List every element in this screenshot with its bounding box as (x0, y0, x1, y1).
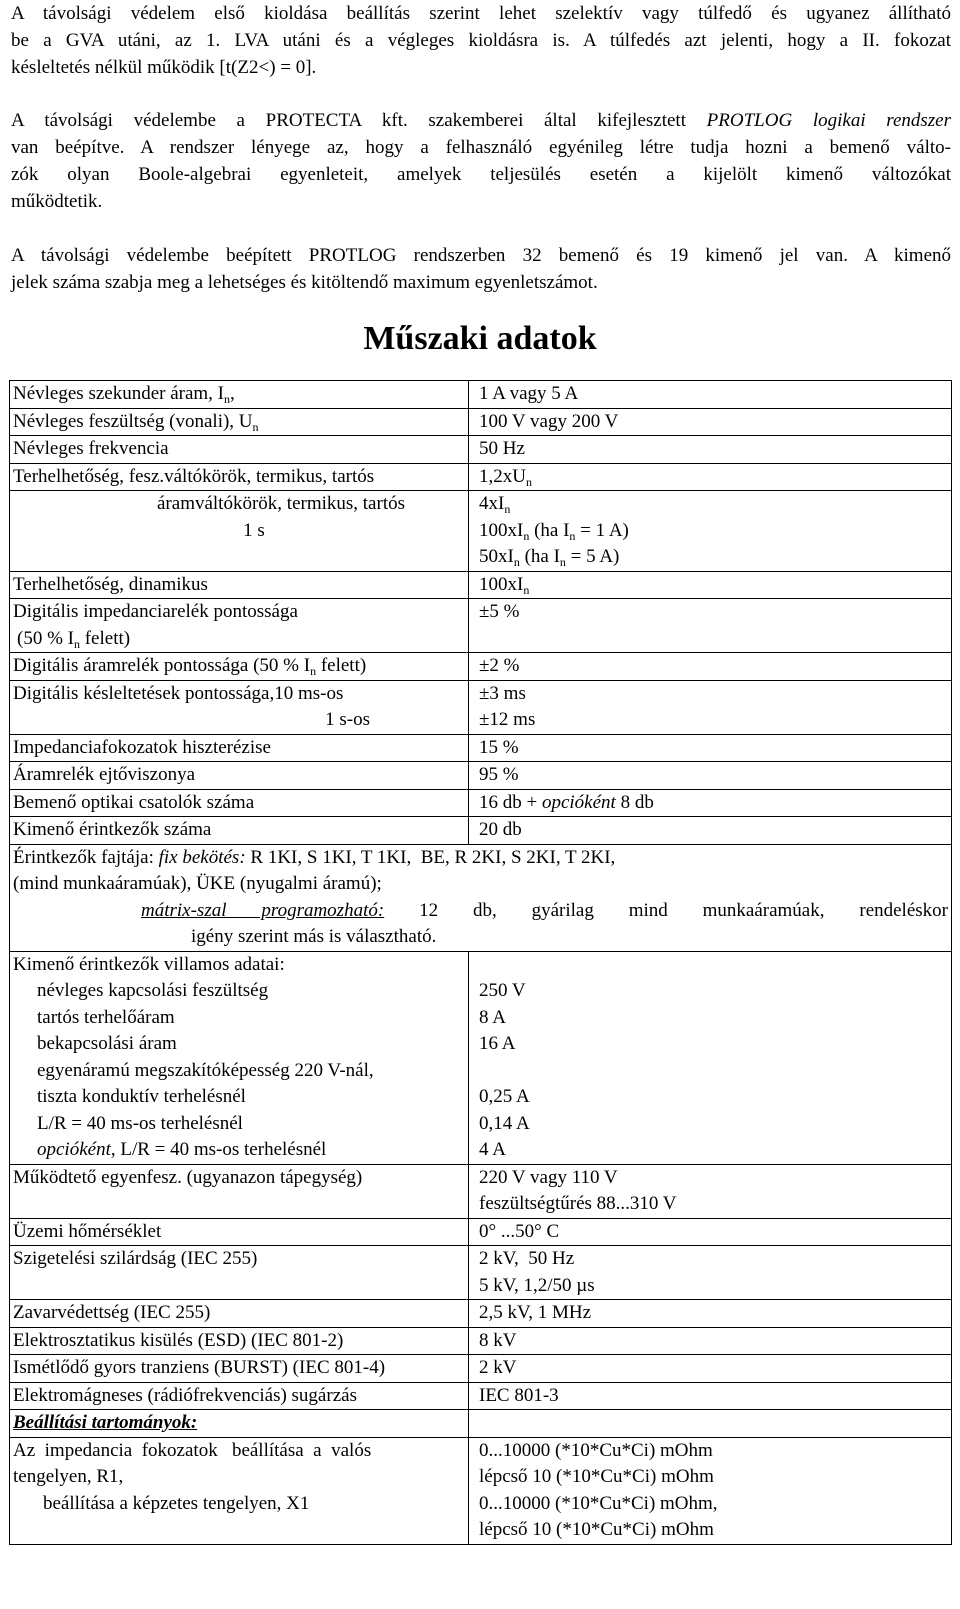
subscript: n (310, 664, 317, 678)
table-cell: 8 kV (469, 1327, 952, 1355)
table-row (10, 599, 952, 653)
text-line: A távolsági védelem első kioldása beállítás szerint lehet szelektív vagy túlfedő és ugyanez állítható (11, 3, 951, 24)
table-row (10, 734, 952, 762)
table-cell (10, 491, 469, 572)
table-cell: Bemenő optikai csatolók száma (10, 789, 469, 817)
cell-text: = 1 A) (575, 519, 629, 541)
table-cell (469, 491, 952, 572)
cell-text: 100xI (479, 573, 524, 595)
intro-paragraph-2 (11, 107, 951, 215)
italic-span: opcióként (37, 1139, 111, 1160)
table-cell: ±5 % (469, 599, 952, 653)
cell-text: ±12 ms (479, 709, 536, 730)
cell-text: (ha I (529, 519, 570, 541)
cell-text: 1,2xU (479, 465, 526, 487)
subscript: n (224, 392, 231, 406)
table-cell (10, 680, 469, 734)
italic-span: opcióként (541, 791, 616, 813)
cell-text: tartós terhelőáram (37, 1006, 175, 1028)
table-cell (10, 408, 469, 436)
table-cell (10, 1437, 469, 1544)
italic-span: fix bekötés: (158, 846, 246, 868)
spec-table (9, 380, 952, 1545)
subscript: n (504, 502, 511, 516)
cell-text: Digitális áramrelék pontossága (50 % I (13, 655, 311, 676)
intro-paragraph-3 (11, 242, 951, 296)
cell-text: egyenáramú megszakítóképesség 220 V-nál, (37, 1059, 374, 1081)
table-cell: Ismétlődő gyors tranziens (BURST) (IEC 801-4) (10, 1355, 469, 1383)
text-line: van beépítve. A rendszer lényege az, hogy a felhasználó egyénileg létre tudja hozni a bemenő válto- (11, 137, 951, 158)
cell-text: 4 A (479, 1139, 506, 1160)
table-cell (10, 653, 469, 681)
cell-text: 8 db (615, 791, 654, 813)
cell-text: Digitális impedanciarelék pontossága (13, 601, 298, 622)
table-cell: 100 V vagy 200 V (469, 408, 952, 436)
cell-text: tengelyen, R1, (13, 1466, 124, 1487)
cell-line (13, 845, 948, 872)
table-row (10, 789, 952, 817)
table-cell (469, 1164, 952, 1218)
text-line: működtetik. (11, 191, 103, 212)
table-row (10, 1437, 952, 1544)
table-row (10, 817, 952, 845)
spacer (479, 1058, 948, 1085)
text-line: be a GVA utáni, az 1. LVA utáni és a végleges kioldásra is. A túlfedés azt jelenti, hogy a II. fokozat (11, 30, 951, 51)
subscript: n (569, 528, 576, 543)
table-row (10, 844, 952, 951)
table-cell (469, 1246, 952, 1300)
table-cell (469, 680, 952, 734)
table-row (10, 1382, 952, 1410)
table-cell: 95 % (469, 762, 952, 790)
table-cell: ±2 % (469, 653, 952, 681)
table-cell (10, 1410, 469, 1438)
table-cell: Kimenő érintkezők száma (10, 817, 469, 845)
italic-span: PROTLOG logikai rendszer (706, 110, 951, 131)
cell-text: (ha I (519, 546, 560, 567)
cell-text: 4xI (479, 493, 505, 514)
text-line: zók olyan Boole-algebrai egyenleteit, amelyek teljesülés esetén a kijelölt kimenő változókat (11, 164, 951, 185)
cell-text: 1 s-os (325, 709, 370, 730)
table-cell (10, 844, 952, 951)
table-row (10, 1246, 952, 1300)
table-cell: 2 kV (469, 1355, 952, 1383)
cell-text: névleges kapcsolási feszültség (37, 980, 269, 1001)
cell-text: beállítása a képzetes tengelyen, X1 (43, 1492, 310, 1514)
cell-text: 2 kV, 50 Hz (479, 1248, 575, 1269)
cell-text: = 5 A) (565, 546, 620, 567)
table-row (10, 762, 952, 790)
cell-text: lépcső 10 (*10*Cu*Ci) mOhm (479, 1519, 714, 1540)
table-cell: Elektrosztatikus kisülés (ESD) (IEC 801-2) (10, 1327, 469, 1355)
cell-text: 220 V vagy 110 V (479, 1166, 618, 1188)
cell-line (479, 544, 948, 571)
cell-text: R 1KI, S 1KI, T 1KI, BE, R 2KI, S 2KI, T 2KI, (245, 846, 616, 868)
cell-line (13, 1137, 465, 1164)
table-cell (469, 789, 952, 817)
cell-text: Digitális késleltetések pontossága,10 ms-os (13, 682, 344, 704)
table-cell: 1 A vagy 5 A (469, 381, 952, 409)
cell-text: 0...10000 (*10*Cu*Ci) mOhm (479, 1439, 713, 1461)
table-cell: Terhelhetőség, fesz.váltókörök, termikus, tartós (10, 463, 469, 491)
table-row (10, 381, 952, 409)
section-label: Beállítási tartományok: (13, 1412, 198, 1433)
table-cell: 0° ...50° C (469, 1218, 952, 1246)
cell-text: felett) (316, 655, 367, 676)
table-row (10, 436, 952, 464)
text-span: A távolsági védelembe a PROTECTA kft. szakemberei által kifejlesztett (11, 110, 707, 131)
table-cell (469, 1410, 952, 1438)
table-cell (10, 951, 469, 1164)
cell-text: 0...10000 (*10*Cu*Ci) mOhm, (479, 1492, 718, 1514)
cell-text: 100xI (479, 519, 524, 541)
table-row (10, 653, 952, 681)
table-row (10, 463, 952, 491)
cell-text: , (230, 383, 235, 404)
table-cell: 2,5 kV, 1 MHz (469, 1300, 952, 1328)
cell-text: , L/R = 40 ms-os terhelésnél (110, 1139, 327, 1160)
cell-text: Névleges szekunder áram, I (13, 383, 225, 404)
table-row (10, 1164, 952, 1218)
table-cell (469, 463, 952, 491)
cell-text: 5 kV, 1,2/50 µs (479, 1274, 595, 1296)
cell-text: áramváltókörök, termikus, tartós (157, 493, 405, 514)
cell-text: 1 s (243, 519, 265, 541)
cell-text: igény szerint más is választható. (191, 926, 437, 947)
text-line (11, 107, 951, 134)
text-line: késleltetés nélkül működik [t(Z2<) = 0]. (11, 57, 317, 78)
table-row (10, 491, 952, 572)
table-cell (10, 599, 469, 653)
cell-text: tiszta konduktív terhelésnél (37, 1086, 246, 1107)
table-row (10, 680, 952, 734)
section-title: Műszaki adatok (363, 320, 597, 357)
table-row (10, 408, 952, 436)
table-cell: Impedanciafokozatok hiszterézise (10, 734, 469, 762)
text-line: A távolsági védelembe beépített PROTLOG rendszerben 32 bemenő és 19 kimenő jel van. A kimenő (11, 245, 951, 266)
table-cell: Terhelhetőség, dinamikus (10, 571, 469, 599)
cell-text: 16 db + (479, 791, 542, 813)
cell-text: (mind munkaáramúak), ÜKE (nyugalmi áramú); (13, 873, 382, 894)
cell-text: 0,14 A (479, 1112, 530, 1134)
table-cell: 20 db (469, 817, 952, 845)
cell-text: Névleges feszültség (vonali), U (13, 410, 253, 432)
cell-text: Érintkezők fajtája: (13, 846, 159, 868)
cell-text: bekapcsolási áram (37, 1033, 177, 1054)
subscript: n (523, 528, 530, 543)
table-cell: Zavarvédettség (IEC 255) (10, 1300, 469, 1328)
table-cell: Névleges frekvencia (10, 436, 469, 464)
table-row (10, 1410, 952, 1438)
cell-line (479, 491, 948, 518)
cell-text: ±3 ms (479, 682, 526, 704)
cell-text: L/R = 40 ms-os terhelésnél (37, 1112, 243, 1134)
table-cell: IEC 801-3 (469, 1382, 952, 1410)
italic-span: mátrix-szal programozható: (141, 899, 385, 921)
subscript: n (252, 419, 259, 434)
cell-line (479, 518, 948, 545)
cell-line (13, 626, 465, 653)
cell-text: 50xI (479, 546, 514, 567)
subscript: n (559, 555, 566, 569)
table-cell: Szigetelési szilárdság (IEC 255) (10, 1246, 469, 1300)
table-cell: 50 Hz (469, 436, 952, 464)
cell-text: 16 A (479, 1033, 516, 1054)
table-row (10, 1327, 952, 1355)
cell-text: 12 db, gyárilag mind munkaáramúak, rendeléskor (384, 899, 948, 921)
subscript: n (523, 582, 530, 597)
cell-text: lépcső 10 (*10*Cu*Ci) mOhm (479, 1466, 714, 1487)
cell-text: felett) (79, 627, 131, 649)
cell-text: 250 V (479, 980, 526, 1001)
subscript: n (513, 555, 520, 569)
cell-text: 8 A (479, 1006, 506, 1028)
table-row (10, 1218, 952, 1246)
table-cell: Működtető egyenfesz. (ugyanazon tápegység) (10, 1164, 469, 1218)
table-cell: Áramrelék ejtőviszonya (10, 762, 469, 790)
table-cell (469, 1437, 952, 1544)
cell-line (13, 898, 948, 925)
table-cell (469, 951, 952, 1164)
subscript: n (73, 636, 80, 651)
table-cell: 15 % (469, 734, 952, 762)
table-row (10, 1355, 952, 1383)
cell-text: Kimenő érintkezők villamos adatai: (13, 953, 285, 975)
text-line: jelek száma szabja meg a lehetséges és kitöltendő maximum egyenletszámot. (11, 272, 598, 293)
table-cell (469, 571, 952, 599)
cell-text: 0,25 A (479, 1086, 530, 1107)
table-cell: Elektromágneses (rádiófrekvenciás) sugárzás (10, 1382, 469, 1410)
table-cell: Üzemi hőmérséklet (10, 1218, 469, 1246)
cell-text: (50 % I (17, 627, 74, 649)
table-cell (10, 381, 469, 409)
cell-text: Az impedancia fokozatok beállítása a valós (13, 1439, 372, 1461)
table-row (10, 1300, 952, 1328)
spacer (479, 952, 948, 979)
intro-paragraph-1 (11, 0, 951, 81)
subscript: n (525, 474, 532, 489)
table-row (10, 951, 952, 1164)
spacer (13, 544, 465, 571)
table-row (10, 571, 952, 599)
cell-text: feszültségtűrés 88...310 V (479, 1193, 677, 1214)
